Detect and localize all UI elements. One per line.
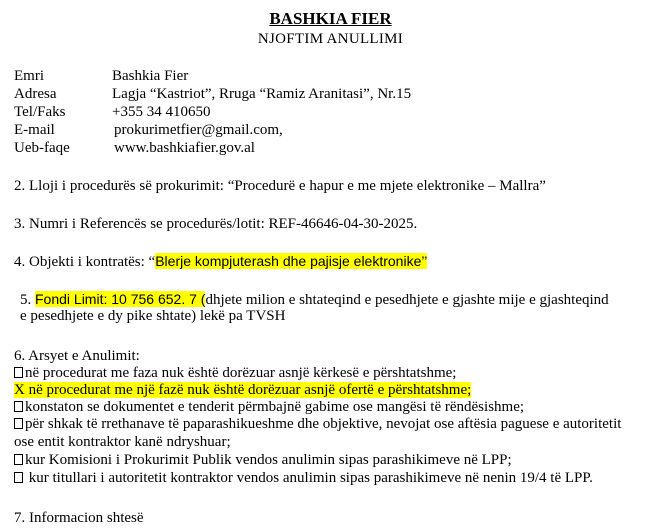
reason-text: konstaton se dokumentet e tenderit përmbajnë gabime ose mangësi të rëndësishme;	[25, 399, 525, 415]
checkbox-empty-icon	[14, 401, 23, 412]
reason-item	[14, 469, 593, 487]
checkbox-empty-icon	[14, 454, 23, 465]
checkbox-empty-icon	[14, 418, 23, 429]
reason-item	[14, 364, 456, 382]
procedure-type-line: 2. Lloji i procedurës së prokurimit: “Procedurë e hapur e me mjete elektronike – Mallra”	[14, 178, 546, 194]
notice-subtitle: NJOFTIM ANULLIMI	[257, 31, 404, 47]
contract-object-line	[14, 252, 427, 271]
municipality-title: BASHKIA FIER	[269, 9, 392, 28]
contact-label-email: E-mail	[14, 122, 55, 138]
reason-item	[14, 415, 621, 433]
reason-text: kur titullari i autoritetit kontraktor vendos anulimin sipas parashikimeve në nenin 19/4 të LPP.	[25, 470, 593, 486]
contact-value-address: Lagja “Kastriot”, Rruga “Ramiz Aranitasi”, Nr.15	[112, 86, 412, 102]
reason-item	[14, 451, 512, 469]
reason-text-continued: ose entit kontraktor kanë ndryshuar;	[14, 434, 231, 450]
reason-item-selected	[14, 381, 471, 399]
contract-object-prefix: 4. Objekti i kontratës: “	[14, 254, 156, 270]
cancellation-reasons-title: 6. Arsyet e Anulimit:	[14, 348, 140, 364]
contact-value-phone: +355 34 410650	[112, 104, 211, 120]
checkbox-empty-icon	[14, 367, 23, 378]
reason-text-selected: X në procedurat me një fazë nuk është dorëzuar asnjë ofertë e përshtatshme;	[14, 382, 472, 398]
contract-object-highlight: Blerje kompjuterash dhe pajisje elektronike’’	[155, 253, 428, 269]
checkbox-empty-icon	[14, 472, 23, 483]
reason-text: kur Komisioni i Prokurimit Publik vendos anulimin sipas parashikimeve në LPP;	[25, 452, 512, 468]
reference-number-line: 3. Numri i Referencës se procedurës/lotit: REF-46646-04-30-2025.	[14, 216, 418, 232]
contact-label-name: Emri	[14, 68, 44, 84]
contact-value-website: www.bashkiafier.gov.al	[114, 140, 255, 156]
reason-text: në procedurat me faza nuk është dorëzuar asnjë kërkesë e përshtatshme;	[25, 365, 457, 381]
contact-label-phone: Tel/Faks	[14, 104, 66, 120]
additional-info-title: 7. Informacion shtesë	[14, 510, 144, 526]
reason-text: për shkak të rrethanave të paparashikueshme dhe objektive, nevojat ose aftësia paguese e autoritetit	[25, 416, 622, 432]
contact-label-website: Ueb-faqe	[14, 140, 70, 156]
contact-label-address: Adresa	[14, 86, 57, 102]
contact-value-name: Bashkia Fier	[112, 68, 189, 84]
limit-fund-words-a: dhjete milion e shtateqind e pesedhjete e gjashte mije e gjashteqind	[205, 292, 609, 308]
contact-value-email: prokurimetfier@gmail.com,	[114, 122, 283, 138]
limit-fund-words-b: e pesedhjete e dy pike shtate) lekë pa TVSH	[20, 308, 286, 324]
reason-item	[14, 398, 524, 416]
limit-fund-highlight: Fondi Limit: 10 756 652. 7 (	[35, 291, 206, 307]
limit-fund-number: 5.	[20, 292, 32, 308]
